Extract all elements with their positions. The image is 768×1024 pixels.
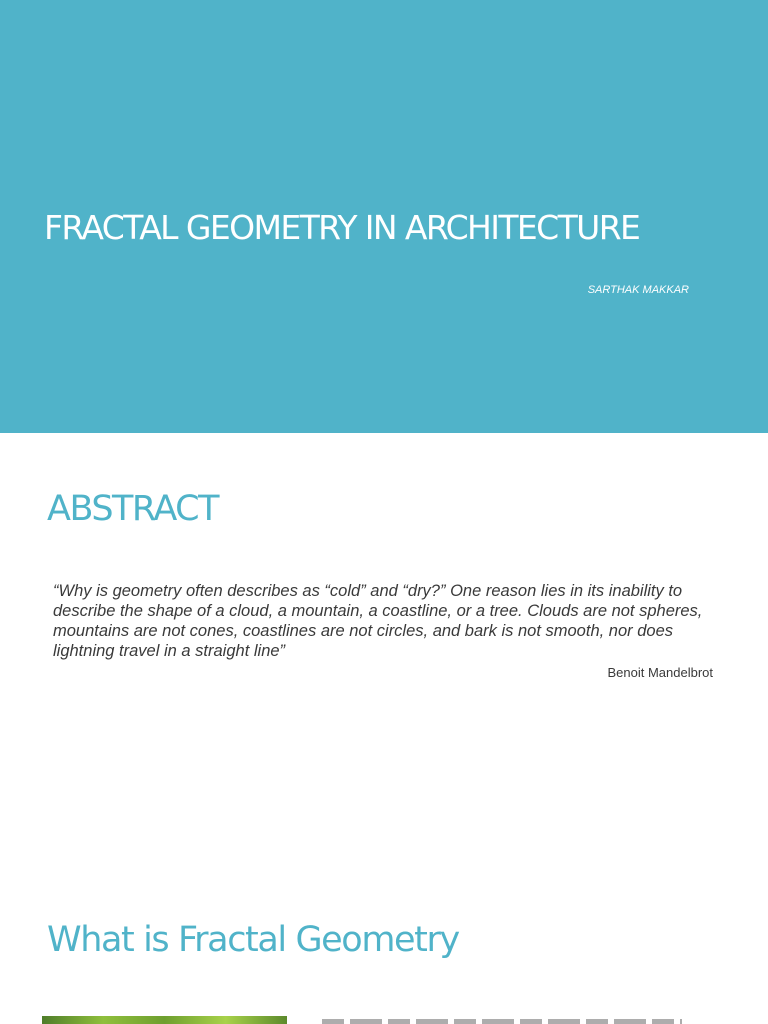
deck-title: FRACTAL GEOMETRY IN ARCHITECTURE: [44, 208, 640, 247]
abstract-heading: ABSTRACT: [47, 489, 218, 529]
title-slide: [0, 0, 768, 433]
deck-author: SARTHAK MAKKAR: [587, 284, 689, 296]
abstract-quote: “Why is geometry often describes as “cold” and “dry?” One reason lies in its inability to describe the shape of a cloud, a mountain, a coastline, or a tree. Clouds are not spheres, mountains are not cones, coastlines are not circles, and bark is not smooth, nor does lightning travel in a straight line”: [53, 582, 703, 660]
section-heading: What is Fractal Geometry: [47, 920, 459, 960]
body-text-cutoff: [322, 1019, 682, 1024]
quote-attribution: Benoit Mandelbrot: [607, 665, 713, 680]
fractal-photo: [42, 1016, 287, 1024]
